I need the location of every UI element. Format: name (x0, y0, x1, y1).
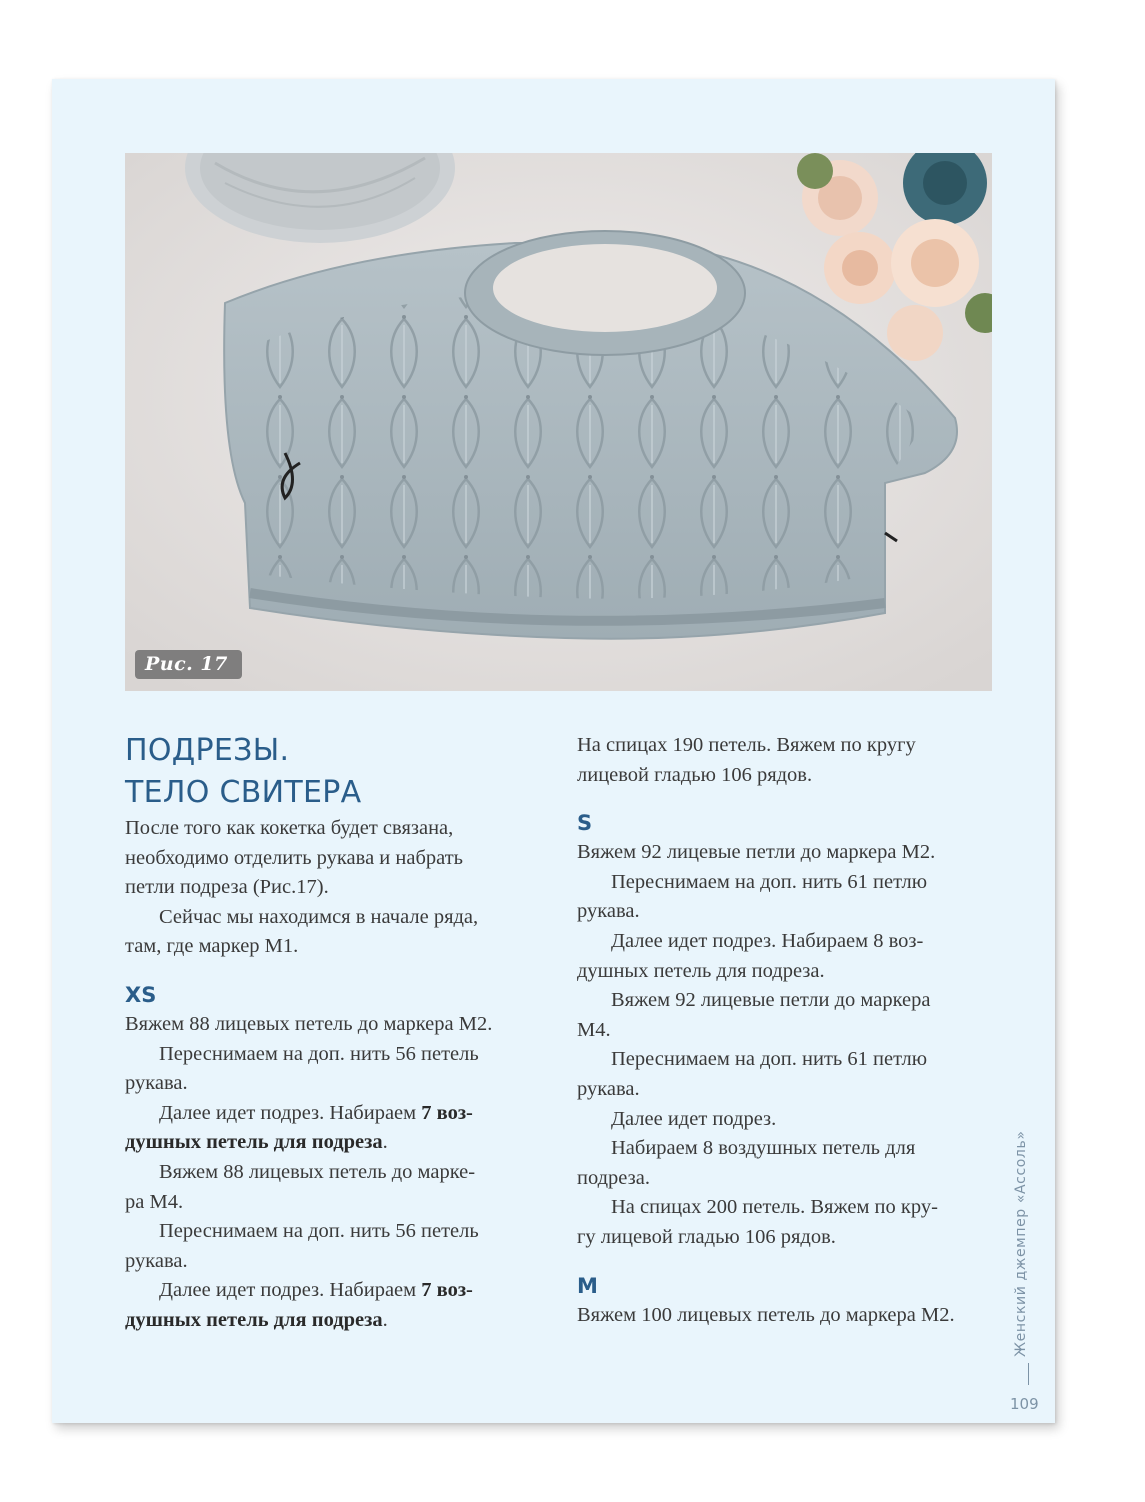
running-head-divider (1028, 1363, 1029, 1385)
position-line: Сейчас мы находимся в начале ряда, (159, 905, 479, 928)
xs-bold-text: душных петель для подреза (125, 1131, 383, 1154)
intro-line: необходимо отделить рукава и набрать (125, 846, 464, 869)
figure-label: Рис. 17 (135, 650, 242, 679)
page-number: 109 (1010, 1395, 1039, 1413)
section-title-line1: ПОДРЕЗЫ. (125, 733, 290, 768)
xs-text: . (382, 1308, 388, 1331)
xs-line: рукава. (125, 1249, 188, 1272)
s-line: Переснимаем на доп. нить 61 петлю (611, 870, 928, 893)
xs-line: Переснимаем на доп. нить 56 петель (159, 1220, 479, 1243)
s-line: Вяжем 92 лицевые петли до маркера (611, 989, 931, 1012)
xs-continued-line: лицевой гладью 106 рядов. (577, 763, 813, 786)
xs-text: . (382, 1131, 388, 1154)
s-line: Далее идет подрез. Набираем 8 воз- (611, 929, 924, 952)
s-line: Вяжем 92 лицевые петли до маркера M2. (577, 841, 936, 864)
sweater-photo (125, 153, 992, 691)
s-line: рукава. (577, 1077, 640, 1100)
paragraph-gap (577, 1253, 994, 1271)
left-column (125, 730, 537, 1336)
paragraph-gap (577, 790, 994, 808)
s-line: подреза. (577, 1166, 650, 1189)
xs-line (125, 1306, 537, 1336)
m-line: Вяжем 100 лицевых петель до маркера M2. (577, 1303, 955, 1326)
s-line: Далее идет подрез. (611, 1107, 777, 1130)
xs-line: Вяжем 88 лицевых петель до марке- (159, 1160, 476, 1183)
s-line: Переснимаем на доп. нить 61 петлю (611, 1048, 928, 1071)
paragraph-gap (125, 962, 537, 980)
running-head-text: Женский джемпер «Ассоль» (1013, 1130, 1029, 1357)
book-page (52, 79, 1055, 1423)
xs-line: ра M4. (125, 1190, 184, 1213)
s-line: душных петель для подреза. (577, 959, 825, 982)
xs-bold-text: душных петель для подреза (125, 1308, 383, 1331)
knitted-yoke-illustration (125, 153, 992, 691)
s-line: гу лицевой гладью 106 рядов. (577, 1225, 836, 1248)
s-line: На спицах 200 петель. Вяжем по кру- (611, 1196, 938, 1219)
intro-line: После того как кокетка будет связана, (125, 817, 454, 839)
xs-line: Переснимаем на доп. нить 56 петель (159, 1042, 479, 1065)
xs-text: Далее идет подрез. Набираем (159, 1101, 422, 1124)
xs-continued-line: На спицах 190 петель. Вяжем по кругу (577, 734, 916, 756)
right-column (577, 731, 994, 1330)
xs-bold-text: 7 воз- (421, 1279, 473, 1302)
xs-line (125, 1099, 537, 1129)
s-line: рукава. (577, 900, 640, 923)
xs-text: Далее идет подрез. Набираем (159, 1279, 422, 1302)
intro-line: петли подреза (Рис.17). (125, 876, 329, 899)
s-line: Набираем 8 воздушных петель для (611, 1137, 916, 1160)
size-heading-m: M (577, 1273, 598, 1298)
xs-bold-text: 7 воз- (421, 1101, 473, 1124)
size-heading-s: S (577, 811, 593, 836)
s-line: M4. (577, 1018, 611, 1041)
size-heading-xs: XS (125, 982, 157, 1007)
xs-line (125, 1276, 537, 1306)
section-title-line2: ТЕЛО СВИТЕРА (125, 775, 362, 810)
position-line: там, где маркер M1. (125, 935, 299, 958)
xs-line: рукава. (125, 1072, 188, 1095)
xs-line: Вяжем 88 лицевых петель до маркера M2. (125, 1012, 493, 1035)
xs-line (125, 1128, 537, 1158)
